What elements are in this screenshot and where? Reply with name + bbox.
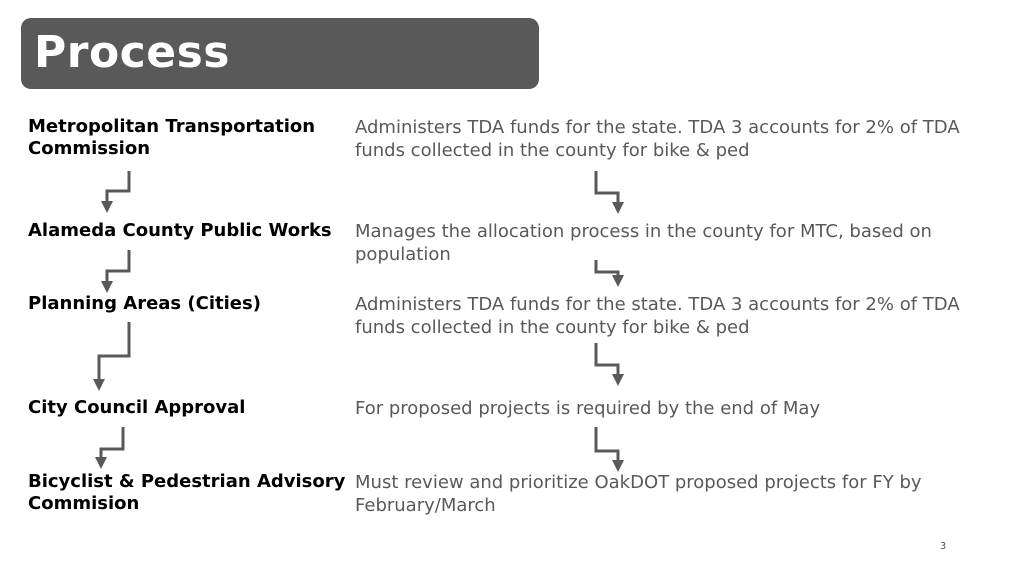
description-planning-areas: Administers TDA funds for the state. TDA 3 accounts for 2% of TDA funds collected in the county for bike & ped (355, 294, 960, 338)
description-alameda-public-works: Manages the allocation process in the county for MTC, based on population (355, 221, 932, 265)
description-bpac: Must review and prioritize OakDOT proposed projects for FY by February/March (355, 472, 922, 516)
page-title: Process (34, 27, 230, 78)
entity-label-alameda-public-works: Alameda County Public Works (28, 220, 332, 241)
bent-arrow-down-left-icon (107, 250, 129, 287)
page-number: 3 (939, 541, 947, 552)
bent-arrow-down-left-icon (107, 171, 129, 207)
entity-label-planning-areas: Planning Areas (Cities) (28, 293, 261, 314)
description-mtc: Administers TDA funds for the state. TDA 3 accounts for 2% of TDA funds collected in the county for bike & ped (355, 117, 960, 161)
bent-arrow-down-right-icon (596, 343, 618, 380)
entity-label-city-council: City Council Approval (28, 397, 246, 418)
bent-arrow-down-right-icon (596, 260, 618, 281)
entity-label-bpac: Bicyclist & Pedestrian Advisory Commision (28, 471, 346, 514)
bent-arrow-down-left-icon (101, 427, 123, 463)
bent-arrow-down-right-icon (596, 427, 618, 466)
description-city-council: For proposed projects is required by the end of May (355, 398, 821, 419)
entity-label-mtc: Metropolitan Transportation Commission (28, 116, 316, 159)
bent-arrow-down-right-icon (596, 171, 618, 208)
bent-arrow-down-left-icon (99, 322, 129, 385)
